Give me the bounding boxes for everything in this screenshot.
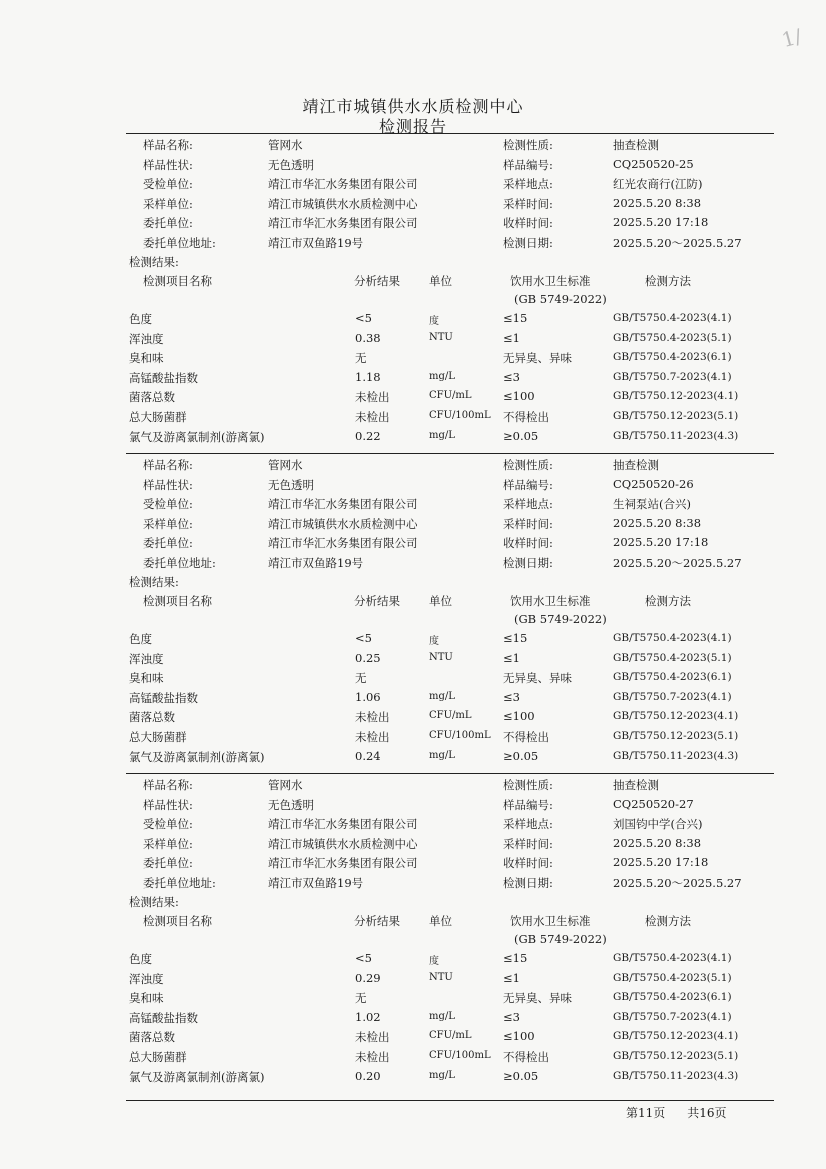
info-value: CQ250520-26 xyxy=(613,476,694,491)
cell-result: 1.18 xyxy=(355,369,381,384)
info-value: 2025.5.20～2025.5.27 xyxy=(613,876,742,890)
cell-item: 浑浊度 xyxy=(129,971,164,986)
cell-standard: 无异臭、异味 xyxy=(503,991,572,1006)
info-label: 委托单位地址: xyxy=(143,876,216,890)
info-row xyxy=(0,157,826,176)
table-row xyxy=(0,1069,826,1088)
cell-standard: ≥0.05 xyxy=(503,428,539,443)
cell-item: 高锰酸盐指数 xyxy=(129,370,198,385)
cell-item: 浑浊度 xyxy=(129,331,164,346)
cell-unit: mg/L xyxy=(429,749,455,761)
cell-unit: NTU xyxy=(429,331,453,343)
info-value: 生祠泵站(合兴) xyxy=(613,497,691,512)
cell-method: GB/T5750.12-2023(4.1) xyxy=(613,390,739,403)
divider-top xyxy=(126,133,774,134)
cell-result: 未检出 xyxy=(355,730,390,744)
info-label: 采样地点: xyxy=(503,497,553,512)
cell-standard: ≤3 xyxy=(503,369,520,384)
cell-standard: ≤1 xyxy=(503,650,520,665)
info-label: 样品性状: xyxy=(143,157,193,172)
info-value: 管网水 xyxy=(268,778,303,792)
cell-unit: CFU/mL xyxy=(429,1030,472,1042)
cell-method: GB/T5750.12-2023(4.1) xyxy=(613,710,739,723)
table-row xyxy=(0,651,826,670)
cell-unit: 度 xyxy=(429,636,439,647)
cell-item: 氯气及游离氯制剂(游离氯) xyxy=(129,749,265,764)
cell-unit: CFU/100mL xyxy=(429,410,491,421)
info-label: 受检单位: xyxy=(143,497,193,512)
info-label: 受检单位: xyxy=(143,177,193,192)
info-row xyxy=(0,215,826,234)
cell-item: 色度 xyxy=(129,952,152,966)
info-value: 靖江市城镇供水水质检测中心 xyxy=(268,836,418,851)
info-value: 无色透明 xyxy=(268,157,314,172)
info-value: 靖江市双鱼路19号 xyxy=(268,556,364,570)
cell-result: 0.38 xyxy=(355,330,381,345)
cell-result: 无 xyxy=(355,671,367,686)
cell-method: GB/T5750.11-2023(4.3) xyxy=(613,749,739,762)
info-label: 收样时间: xyxy=(503,536,553,551)
cell-result: 0.29 xyxy=(355,970,381,985)
table-row xyxy=(0,409,826,428)
table-header xyxy=(0,913,826,953)
info-label: 检测性质: xyxy=(503,458,553,472)
info-value: 靖江市城镇供水水质检测中心 xyxy=(268,516,418,531)
table-row xyxy=(0,749,826,768)
cell-unit: CFU/100mL xyxy=(429,1050,491,1061)
table-row xyxy=(0,1029,826,1048)
info-value: 抽查检测 xyxy=(613,138,659,152)
info-label: 样品编号: xyxy=(503,477,553,492)
info-label: 样品编号: xyxy=(503,797,553,812)
column-header-unit: 单位 xyxy=(429,274,452,288)
cell-method: GB/T5750.4-2023(6.1) xyxy=(613,351,732,364)
table-row xyxy=(0,350,826,369)
info-value: 靖江市华汇水务集团有限公司 xyxy=(268,856,418,871)
column-header-result: 分析结果 xyxy=(354,594,400,608)
info-label: 收样时间: xyxy=(503,216,553,231)
info-label: 委托单位: xyxy=(143,536,193,551)
cell-standard: ≥0.05 xyxy=(503,748,539,763)
cell-standard: ≤100 xyxy=(503,1029,535,1044)
cell-standard: ≤3 xyxy=(503,1009,520,1024)
cell-result: 未检出 xyxy=(355,710,390,725)
info-label: 样品性状: xyxy=(143,477,193,492)
table-row xyxy=(0,331,826,350)
organization-title: 靖江市城镇供水水质检测中心 xyxy=(302,97,524,116)
column-header-unit: 单位 xyxy=(429,594,452,608)
cell-unit: mg/L xyxy=(429,1010,455,1022)
report-title: 检测报告 xyxy=(378,117,447,136)
cell-standard: 无异臭、异味 xyxy=(503,671,572,686)
info-value: 抽查检测 xyxy=(613,458,659,472)
info-row xyxy=(0,137,826,156)
cell-unit: CFU/mL xyxy=(429,710,472,722)
cell-method: GB/T5750.11-2023(4.3) xyxy=(613,429,739,442)
cell-standard: ≥0.05 xyxy=(503,1068,539,1083)
info-row xyxy=(0,535,826,554)
info-row xyxy=(0,875,826,894)
cell-method: GB/T5750.4-2023(6.1) xyxy=(613,991,732,1004)
cell-item: 臭和味 xyxy=(129,671,164,686)
info-label: 采样单位: xyxy=(143,196,193,211)
info-value: 2025.5.20 17:18 xyxy=(613,855,709,870)
cell-method: GB/T5750.4-2023(4.1) xyxy=(613,632,732,644)
cell-item: 总大肠菌群 xyxy=(129,1050,187,1064)
corner-handwritten-mark: 1/ xyxy=(779,23,805,53)
info-row xyxy=(0,235,826,254)
table-header xyxy=(0,273,826,313)
info-row xyxy=(0,555,826,574)
table-row xyxy=(0,690,826,709)
cell-item: 浑浊度 xyxy=(129,651,164,666)
cell-result: 1.02 xyxy=(355,1009,381,1024)
info-row xyxy=(0,176,826,195)
results-label: 检测结果: xyxy=(129,895,179,909)
table-row xyxy=(0,370,826,389)
info-value: 2025.5.20 17:18 xyxy=(613,535,709,550)
cell-standard: ≤15 xyxy=(503,951,528,965)
cell-method: GB/T5750.4-2023(5.1) xyxy=(613,651,732,664)
cell-item: 总大肠菌群 xyxy=(129,730,187,744)
cell-method: GB/T5750.7-2023(4.1) xyxy=(613,1010,732,1023)
info-label: 委托单位: xyxy=(143,856,193,871)
info-row xyxy=(0,797,826,816)
info-label: 样品名称: xyxy=(143,138,193,152)
info-label: 样品名称: xyxy=(143,778,193,792)
info-row xyxy=(0,816,826,835)
cell-item: 氯气及游离氯制剂(游离氯) xyxy=(129,429,265,444)
info-label: 样品性状: xyxy=(143,797,193,812)
cell-item: 臭和味 xyxy=(129,351,164,366)
info-value: 2025.5.20 8:38 xyxy=(613,195,702,210)
table-row xyxy=(0,1010,826,1029)
cell-method: GB/T5750.12-2023(5.1) xyxy=(613,410,739,422)
info-label: 检测性质: xyxy=(503,778,553,792)
divider-bottom xyxy=(126,1100,774,1101)
column-header-standard: 饮用水卫生标准 xyxy=(510,914,591,928)
page-number: 第11页 xyxy=(626,1106,666,1120)
column-header-result: 分析结果 xyxy=(354,274,400,288)
cell-method: GB/T5750.11-2023(4.3) xyxy=(613,1069,739,1082)
cell-standard: ≤1 xyxy=(503,970,520,985)
cell-standard: ≤1 xyxy=(503,330,520,345)
cell-result: 0.20 xyxy=(355,1068,381,1083)
cell-unit: 度 xyxy=(429,316,439,327)
cell-result: 未检出 xyxy=(355,1050,390,1064)
info-value: 2025.5.20 8:38 xyxy=(613,515,702,530)
cell-result: 无 xyxy=(355,991,367,1006)
cell-method: GB/T5750.4-2023(5.1) xyxy=(613,971,732,984)
cell-item: 氯气及游离氯制剂(游离氯) xyxy=(129,1069,265,1084)
info-value: 靖江市双鱼路19号 xyxy=(268,876,364,890)
info-row xyxy=(0,855,826,874)
cell-unit: CFU/mL xyxy=(429,390,472,402)
info-value: 抽查检测 xyxy=(613,778,659,792)
info-value: 靖江市华汇水务集团有限公司 xyxy=(268,177,418,192)
table-header xyxy=(0,593,826,633)
info-value: 红光农商行(江防) xyxy=(613,177,703,192)
column-header-standard-code: (GB 5749-2022) xyxy=(514,612,607,626)
cell-item: 臭和味 xyxy=(129,991,164,1006)
divider-section-2 xyxy=(126,773,774,774)
info-value: 靖江市华汇水务集团有限公司 xyxy=(268,497,418,512)
cell-standard: 不得检出 xyxy=(503,730,549,744)
cell-result: <5 xyxy=(355,951,372,965)
cell-result: 无 xyxy=(355,351,367,366)
info-value: 靖江市华汇水务集团有限公司 xyxy=(268,216,418,231)
info-label: 采样地点: xyxy=(503,177,553,192)
cell-item: 菌落总数 xyxy=(129,710,175,725)
table-row xyxy=(0,729,826,748)
info-label: 检测日期: xyxy=(503,236,553,250)
info-value: 管网水 xyxy=(268,458,303,472)
cell-result: <5 xyxy=(355,631,372,645)
cell-method: GB/T5750.4-2023(5.1) xyxy=(613,331,732,344)
info-value: 管网水 xyxy=(268,138,303,152)
info-row xyxy=(0,496,826,515)
info-label: 采样地点: xyxy=(503,817,553,832)
divider-section-1 xyxy=(126,453,774,454)
cell-standard: 不得检出 xyxy=(503,410,549,424)
cell-result: 1.06 xyxy=(355,689,381,704)
cell-method: GB/T5750.7-2023(4.1) xyxy=(613,370,732,383)
cell-method: GB/T5750.12-2023(5.1) xyxy=(613,730,739,742)
table-row xyxy=(0,631,826,650)
info-value: CQ250520-27 xyxy=(613,796,694,811)
info-label: 收样时间: xyxy=(503,856,553,871)
results-label: 检测结果: xyxy=(129,575,179,589)
info-value: 靖江市华汇水务集团有限公司 xyxy=(268,817,418,832)
cell-standard: ≤100 xyxy=(503,389,535,404)
info-label: 样品名称: xyxy=(143,458,193,472)
info-value: 靖江市城镇供水水质检测中心 xyxy=(268,196,418,211)
info-row xyxy=(0,457,826,476)
cell-result: 0.24 xyxy=(355,748,381,763)
info-row xyxy=(0,836,826,855)
cell-result: 0.25 xyxy=(355,650,381,665)
info-row xyxy=(0,477,826,496)
column-header-method: 检测方法 xyxy=(645,594,691,608)
cell-unit: NTU xyxy=(429,971,453,983)
info-label: 采样单位: xyxy=(143,516,193,531)
info-value: 2025.5.20 8:38 xyxy=(613,835,702,850)
cell-item: 色度 xyxy=(129,632,152,646)
cell-standard: ≤15 xyxy=(503,311,528,325)
info-value: CQ250520-25 xyxy=(613,156,694,171)
info-label: 委托单位地址: xyxy=(143,236,216,250)
cell-standard: ≤15 xyxy=(503,631,528,645)
info-label: 检测日期: xyxy=(503,876,553,890)
cell-unit: mg/L xyxy=(429,370,455,382)
info-label: 样品编号: xyxy=(503,157,553,172)
cell-standard: 不得检出 xyxy=(503,1050,549,1064)
column-header-standard: 饮用水卫生标准 xyxy=(510,594,591,608)
table-row xyxy=(0,990,826,1009)
table-row xyxy=(0,951,826,970)
cell-unit: NTU xyxy=(429,651,453,663)
cell-item: 高锰酸盐指数 xyxy=(129,1010,198,1025)
info-label: 采样时间: xyxy=(503,836,553,851)
info-label: 受检单位: xyxy=(143,817,193,832)
cell-unit: mg/L xyxy=(429,690,455,702)
page-footer xyxy=(626,1104,727,1121)
column-header-result: 分析结果 xyxy=(354,914,400,928)
info-label: 采样时间: xyxy=(503,516,553,531)
info-label: 委托单位: xyxy=(143,216,193,231)
info-value: 2025.5.20 17:18 xyxy=(613,215,709,230)
cell-item: 菌落总数 xyxy=(129,1030,175,1045)
results-label: 检测结果: xyxy=(129,255,179,269)
info-value: 2025.5.20～2025.5.27 xyxy=(613,236,742,250)
column-header-item: 检测项目名称 xyxy=(143,274,212,288)
cell-method: GB/T5750.4-2023(6.1) xyxy=(613,671,732,684)
cell-method: GB/T5750.12-2023(4.1) xyxy=(613,1030,739,1043)
cell-result: 未检出 xyxy=(355,1030,390,1045)
column-header-method: 检测方法 xyxy=(645,914,691,928)
info-value: 靖江市双鱼路19号 xyxy=(268,236,364,250)
info-row xyxy=(0,516,826,535)
info-value: 2025.5.20～2025.5.27 xyxy=(613,556,742,570)
column-header-item: 检测项目名称 xyxy=(143,914,212,928)
cell-method: GB/T5750.4-2023(4.1) xyxy=(613,312,732,324)
info-label: 采样时间: xyxy=(503,196,553,211)
info-value: 刘国钧中学(合兴) xyxy=(613,817,703,832)
table-row xyxy=(0,311,826,330)
info-label: 检测日期: xyxy=(503,556,553,570)
cell-result: <5 xyxy=(355,311,372,325)
cell-item: 高锰酸盐指数 xyxy=(129,690,198,705)
column-header-standard: 饮用水卫生标准 xyxy=(510,274,591,288)
table-row xyxy=(0,971,826,990)
info-row xyxy=(0,777,826,796)
table-row xyxy=(0,389,826,408)
cell-result: 未检出 xyxy=(355,410,390,424)
column-header-unit: 单位 xyxy=(429,914,452,928)
cell-method: GB/T5750.7-2023(4.1) xyxy=(613,690,732,703)
column-header-method: 检测方法 xyxy=(645,274,691,288)
column-header-standard-code: (GB 5749-2022) xyxy=(514,932,607,946)
cell-standard: ≤3 xyxy=(503,689,520,704)
cell-unit: mg/L xyxy=(429,429,455,441)
info-value: 无色透明 xyxy=(268,477,314,492)
table-row xyxy=(0,1049,826,1068)
cell-result: 0.22 xyxy=(355,428,381,443)
cell-method: GB/T5750.12-2023(5.1) xyxy=(613,1050,739,1062)
table-row xyxy=(0,429,826,448)
cell-item: 菌落总数 xyxy=(129,390,175,405)
cell-unit: 度 xyxy=(429,956,439,967)
page-total: 共16页 xyxy=(687,1106,727,1120)
cell-standard: ≤100 xyxy=(503,709,535,724)
info-row xyxy=(0,196,826,215)
cell-method: GB/T5750.4-2023(4.1) xyxy=(613,952,732,964)
info-value: 无色透明 xyxy=(268,797,314,812)
info-label: 委托单位地址: xyxy=(143,556,216,570)
cell-item: 总大肠菌群 xyxy=(129,410,187,424)
info-label: 检测性质: xyxy=(503,138,553,152)
table-row xyxy=(0,670,826,689)
cell-standard: 无异臭、异味 xyxy=(503,351,572,366)
column-header-standard-code: (GB 5749-2022) xyxy=(514,292,607,306)
info-value: 靖江市华汇水务集团有限公司 xyxy=(268,536,418,551)
cell-unit: mg/L xyxy=(429,1069,455,1081)
info-label: 采样单位: xyxy=(143,836,193,851)
cell-item: 色度 xyxy=(129,312,152,326)
cell-result: 未检出 xyxy=(355,390,390,405)
table-row xyxy=(0,709,826,728)
cell-unit: CFU/100mL xyxy=(429,730,491,741)
column-header-item: 检测项目名称 xyxy=(143,594,212,608)
